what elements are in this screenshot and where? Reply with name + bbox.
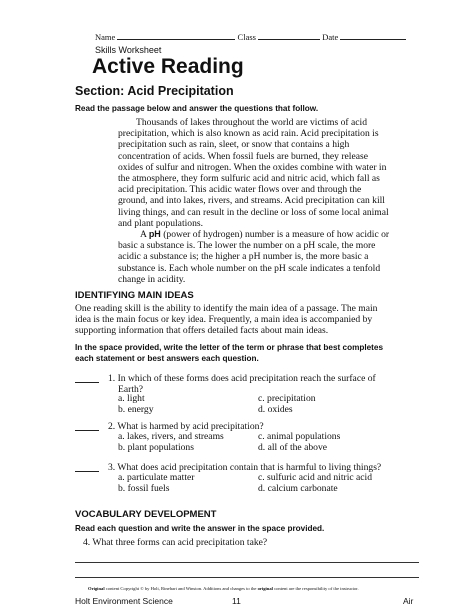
passage-line: precipitation such as rain, sleet, or snow that contains a high	[118, 139, 350, 151]
instruction-line: In the space provided, write the letter of the term or phrase that best completes	[75, 343, 384, 352]
passage-line: substance is. Each whole number on the pH scale indicates a tenfold	[118, 262, 381, 274]
identifying-heading: IDENTIFYING MAIN IDEAS	[75, 290, 194, 301]
question-2	[75, 421, 435, 455]
date-line	[340, 30, 406, 40]
copyright-notice	[88, 586, 359, 591]
option-a: a. particulate matter	[118, 472, 195, 483]
class-label: Class	[237, 32, 256, 42]
option-d: d. oxides	[258, 404, 293, 415]
ph-term: pH	[148, 229, 161, 240]
option-c: c. sulfuric acid and nitric acid	[258, 472, 373, 483]
book-title: Holt Environment Science	[75, 596, 173, 606]
chapter-name: Air	[403, 596, 414, 606]
question-1	[75, 373, 435, 413]
section-title: Section: Acid Precipitation	[75, 84, 234, 98]
stem-text: 3. What does acid precipitation contain that is harmful to living things?	[108, 462, 382, 473]
option-a: a. light	[118, 393, 145, 404]
option-c: c. animal populations	[258, 431, 341, 442]
passage-line: oxides of sulfur and nitrogen. When the oxides combine with water in	[118, 161, 387, 173]
passage-paragraph-1	[118, 117, 418, 229]
header-fields	[95, 30, 406, 42]
passage-line: ground, and into lakes, rivers, and streams. Acid precipitation can kill	[118, 195, 385, 207]
option-d: d. all of the above	[258, 442, 327, 453]
stem-text: 1. In which of these forms does acid precipitation reach the surface of	[108, 373, 376, 384]
class-line	[258, 30, 320, 40]
copyright-bold: original	[257, 586, 273, 591]
option-b: b. energy	[118, 404, 154, 415]
copyright-bold: Original	[88, 586, 105, 591]
passage-line: acidic a substance is; the higher a pH number is, the more basic a	[118, 251, 369, 263]
passage-line	[118, 229, 418, 240]
lead-text: A	[140, 229, 149, 241]
paragraph-line: supporting information that offers detailed facts about main ideas.	[75, 325, 329, 337]
reading-passage	[118, 117, 418, 285]
paragraph-line: One reading skill is the ability to identify the main idea of a passage. The main	[75, 303, 378, 314]
stem-continuation: Earth?	[118, 384, 144, 396]
page-number: 11	[232, 596, 241, 606]
read-instructions: Read the passage below and answer the questions that follow.	[75, 104, 319, 113]
vocabulary-heading: VOCABULARY DEVELOPMENT	[75, 509, 217, 520]
option-c: c. precipitation	[258, 393, 316, 404]
question-4: 4. What three forms can acid precipitation take?	[83, 537, 268, 548]
passage-line: precipitation, which is also known as acid rain. Acid precipitation is	[118, 128, 379, 140]
paragraph-line: idea is the main focus or key idea. Frequently, a main idea is accompanied by	[75, 314, 373, 326]
question-3	[75, 462, 435, 496]
passage-text: (power of hydrogen) number is a measure of how acidic or	[160, 229, 390, 241]
passage-line: basic a substance is. The lower the number on a pH scale, the more	[118, 240, 376, 252]
copyright-text: content are the responsibility of the instructor.	[272, 586, 359, 591]
passage-line: Thousands of lakes throughout the world are victims of acid	[136, 117, 367, 128]
passage-line: the atmosphere, they form sulfuric acid and nitric acid, which fall as	[118, 173, 380, 185]
copyright-text: content Copyright © by Holt, Rinehart and Winston. Additions and changes to the	[104, 586, 258, 591]
passage-line: living things, and can result in the decline or loss of some local animal	[118, 206, 389, 218]
answer-blank[interactable]	[75, 421, 99, 431]
worksheet-type: Skills Worksheet	[95, 45, 162, 55]
answer-blank[interactable]	[75, 462, 99, 472]
passage-line: change in acidity.	[118, 273, 186, 285]
name-line	[117, 30, 235, 40]
passage-line: and plant populations.	[118, 217, 203, 229]
option-b: b. fossil fuels	[118, 483, 170, 494]
answer-line[interactable]	[75, 577, 419, 578]
stem-text: 2. What is harmed by acid precipitation?	[108, 421, 264, 432]
option-a: a. lakes, rivers, and streams	[118, 431, 224, 442]
answer-line[interactable]	[75, 562, 419, 563]
passage-paragraph-2	[118, 229, 418, 285]
option-d: d. calcium carbonate	[258, 483, 338, 494]
passage-line: acid precipitation. This acidic water flows over and through the	[118, 184, 362, 196]
option-b: b. plant populations	[118, 442, 194, 453]
instruction-line: each statement or best answers each question.	[75, 354, 259, 363]
answer-instructions	[75, 342, 383, 364]
name-label: Name	[95, 32, 116, 42]
date-label: Date	[322, 32, 339, 42]
vocabulary-instructions: Read each question and write the answer in the space provided.	[75, 524, 325, 533]
answer-blank[interactable]	[75, 373, 99, 383]
identifying-paragraph	[75, 303, 420, 337]
page-title: Active Reading	[92, 55, 244, 78]
passage-line: concentration of acids. When fossil fuels are burned, they release	[118, 150, 368, 162]
